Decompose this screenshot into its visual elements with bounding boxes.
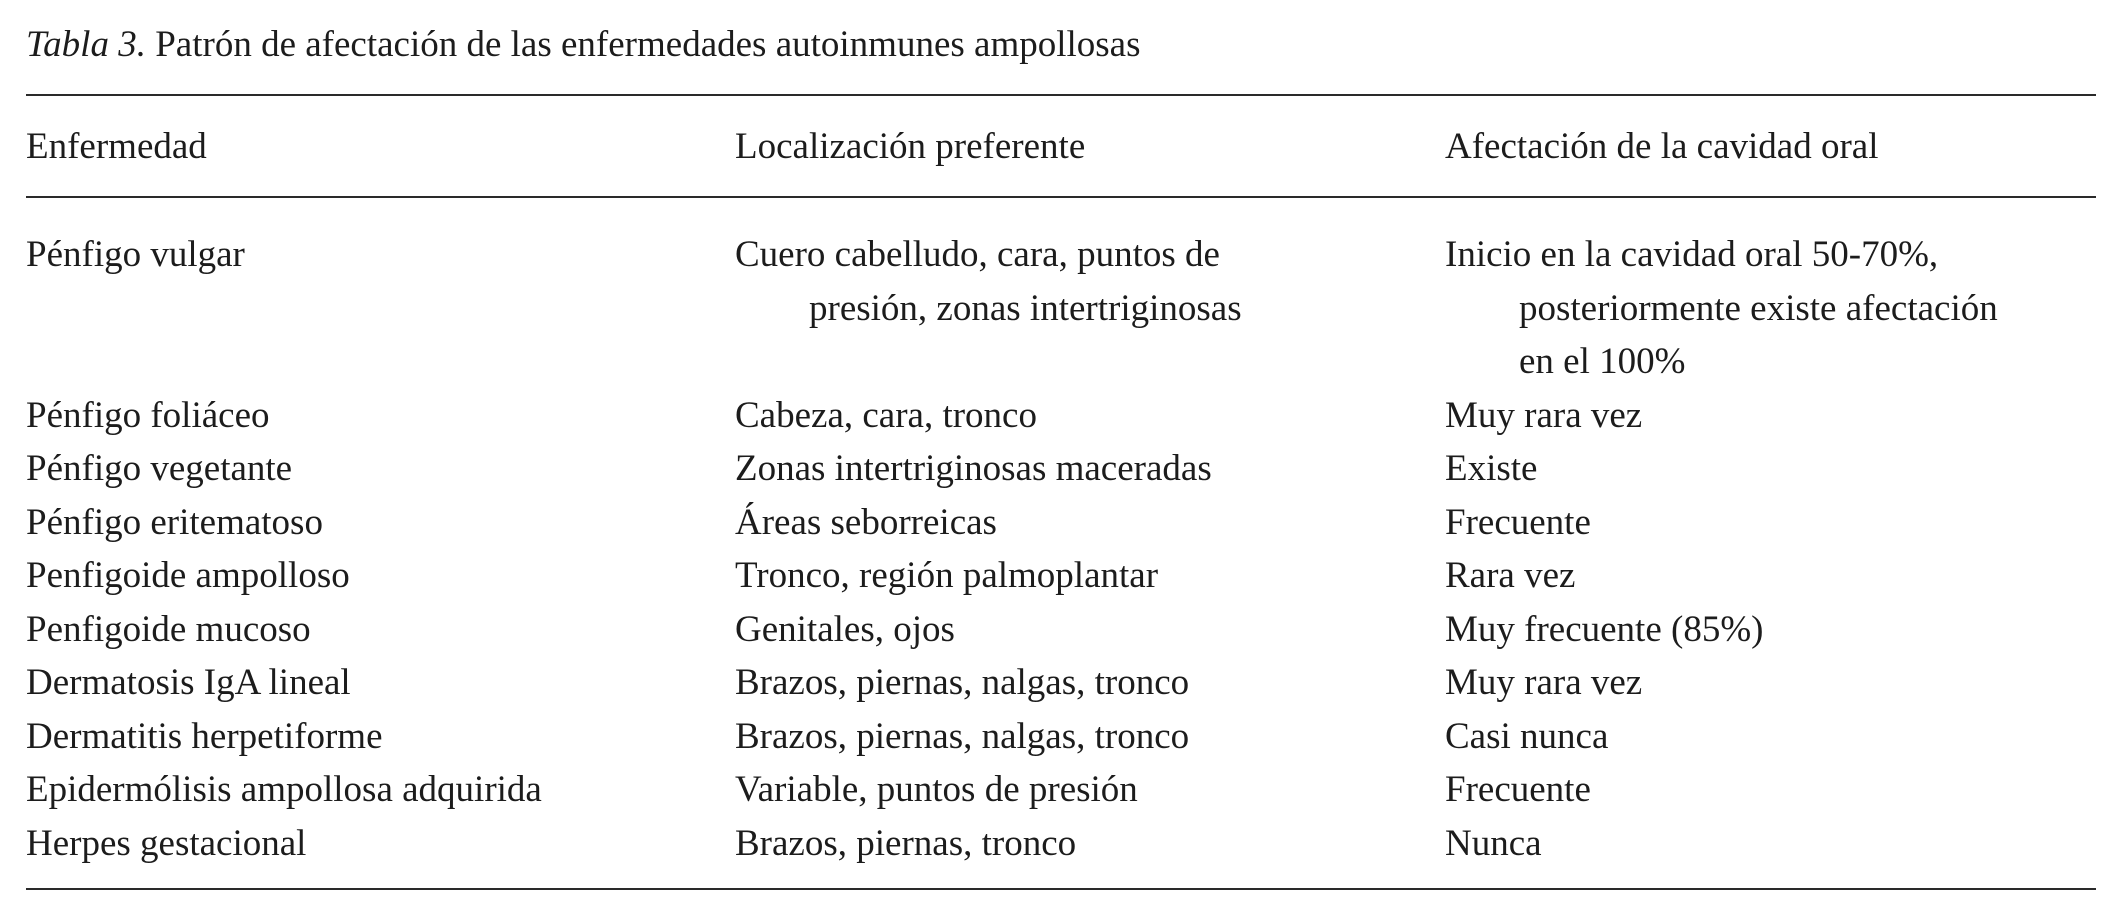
cell-oral (1445, 389, 2105, 443)
cell-location (735, 763, 1355, 817)
cell-oral-line: Muy frecuente (85%) (1445, 608, 1764, 650)
cell-oral (1445, 603, 2105, 657)
cell-oral (1445, 442, 2105, 496)
cell-disease: Penfigoide mucoso (26, 608, 311, 650)
cell-location-line: Brazos, piernas, tronco (735, 822, 1077, 864)
cell-oral (1445, 710, 2105, 764)
cell-location-line: Tronco, región palmoplantar (735, 555, 1159, 596)
cell-location (735, 496, 1355, 550)
cell-location (735, 442, 1355, 496)
cell-oral-line: Casi nunca (1445, 715, 1609, 757)
table-body (0, 228, 2120, 870)
cell-location (735, 228, 1355, 335)
cell-location (735, 603, 1355, 657)
cell-location (735, 549, 1355, 603)
cell-location-line: Zonas intertriginosas maceradas (735, 448, 1212, 489)
cell-location-line: presión, zonas intertriginosas (809, 287, 1242, 329)
table-row (0, 656, 2120, 710)
header-oral: Afectación de la cavidad oral (1445, 126, 1879, 167)
table-row (0, 549, 2120, 603)
cell-location-line: Variable, puntos de presión (735, 769, 1138, 810)
top-rule (26, 94, 2096, 96)
cell-disease: Herpes gestacional (26, 822, 307, 864)
table-row (0, 389, 2120, 443)
cell-location-line: Cuero cabelludo, cara, puntos de (735, 234, 1220, 275)
cell-location (735, 817, 1355, 871)
cell-disease: Pénfigo vulgar (26, 234, 245, 275)
cell-location (735, 389, 1355, 443)
cell-location-line: Áreas seborreicas (735, 501, 997, 543)
cell-oral-line: Muy rara vez (1445, 662, 1643, 703)
cell-disease: Pénfigo foliáceo (26, 394, 270, 436)
cell-oral (1445, 496, 2105, 550)
table-row (0, 496, 2120, 550)
cell-location (735, 710, 1355, 764)
cell-oral (1445, 763, 2105, 817)
cell-oral-line: Rara vez (1445, 555, 1576, 596)
cell-disease: Pénfigo eritematoso (26, 501, 323, 543)
table-row (0, 710, 2120, 764)
cell-oral (1445, 817, 2105, 871)
cell-oral-line: Inicio en la cavidad oral 50-70%, (1445, 234, 1939, 275)
cell-disease: Penfigoide ampolloso (26, 555, 350, 596)
table-row (0, 763, 2120, 817)
cell-oral (1445, 228, 2105, 389)
cell-location-line: Cabeza, cara, tronco (735, 394, 1037, 436)
table-row (0, 603, 2120, 657)
header-disease: Enfermedad (26, 126, 207, 167)
cell-oral-line: Frecuente (1445, 501, 1591, 543)
bottom-rule (26, 888, 2096, 890)
cell-oral-line: Frecuente (1445, 769, 1591, 810)
cell-location-line: Genitales, ojos (735, 608, 955, 650)
header-location: Localización preferente (735, 126, 1086, 167)
cell-disease: Pénfigo vegetante (26, 448, 293, 489)
table-number: Tabla 3. (26, 24, 146, 65)
cell-disease: Epidermólisis ampollosa adquirida (26, 769, 542, 810)
cell-oral-line: en el 100% (1519, 341, 1686, 382)
cell-oral-line: Muy rara vez (1445, 394, 1643, 436)
cell-location-line: Brazos, piernas, nalgas, tronco (735, 662, 1190, 703)
cell-disease: Dermatosis IgA lineal (26, 662, 351, 703)
cell-oral-line: posteriormente existe afectación (1519, 287, 1998, 329)
table-caption (26, 20, 1141, 70)
cell-oral (1445, 656, 2105, 710)
cell-location (735, 656, 1355, 710)
cell-disease: Dermatitis herpetiforme (26, 715, 383, 757)
table-row (0, 817, 2120, 871)
table-title: Patrón de afectación de las enfermedades autoinmunes ampollosas (155, 24, 1141, 65)
header-rule (26, 196, 2096, 198)
table-row (0, 228, 2120, 389)
cell-location-line: Brazos, piernas, nalgas, tronco (735, 715, 1190, 757)
cell-oral (1445, 549, 2105, 603)
table-row (0, 442, 2120, 496)
cell-oral-line: Existe (1445, 448, 1538, 489)
cell-oral-line: Nunca (1445, 822, 1542, 864)
